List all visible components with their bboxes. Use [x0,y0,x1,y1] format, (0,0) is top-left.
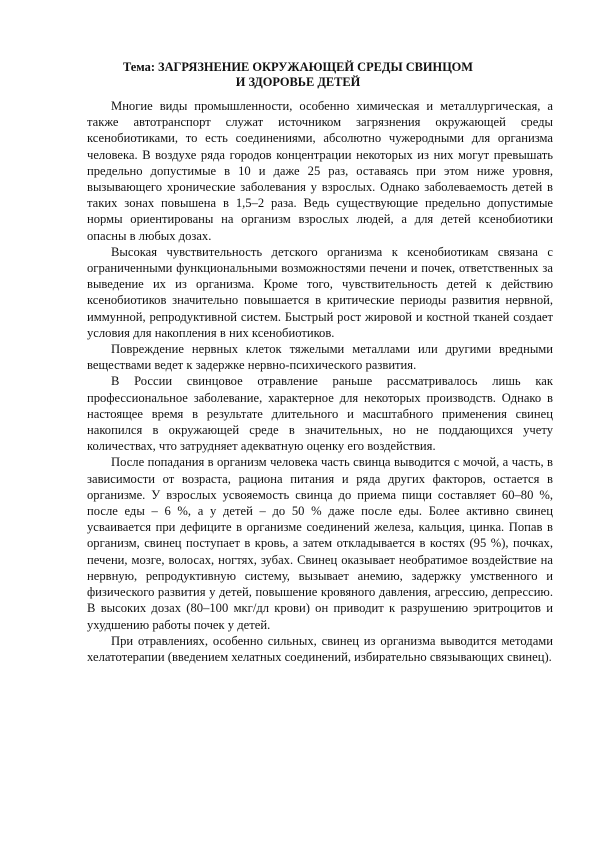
paragraph-3: Повреждение нервных клеток тяжелыми металлами или другими вредными веществами ведет к задержке нервно-психического развития. [87,342,553,373]
title-line-2: И ЗДОРОВЬЕ ДЕТЕЙ [235,75,361,89]
paragraph-1: Многие виды промышленности, особенно химическая и металлургическая, а также автотранспорт служат источником загрязнения окружающей среды ксенобиотиками, то есть соединениями, абсолютно чужеродными для организма человека. В воздухе ряда городов концентрации некоторых из них могут превышать предельно допустимые в 10 и даже 25 раз, оставаясь при этом ниже уровня, вызывающего хронические заболевания у взрослых. Однако заболеваемость детей в таких зонах повышена в 1,5–2 раза. Ведь существующие предельно допустимые нормы ориентированы на организм взрослых людей, а для детей ксенобиотики опасны в любых дозах. [87,99,553,243]
title-line-1: Тема: ЗАГРЯЗНЕНИЕ ОКРУЖАЮЩЕЙ СРЕДЫ СВИНЦОМ [122,60,474,74]
paragraph-6: При отравлениях, особенно сильных, свинец из организма выводится методами хелатотерапии (введением хелатных соединений, избирательно связывающих свинец). [87,633,553,664]
page-title [80,60,516,90]
document-body [87,98,553,665]
paragraph-4: В России свинцовое отравление раньше рассматривалось лишь как профессиональное заболевание, характерное для некоторых производств. Однако в настоящее время в результате длительного и масштабного применения свинец накопился в окружающей среде в значительных, но не поддающихся учету количествах, что затрудняет адекватную оценку его воздействия. [87,374,553,454]
paragraph-5: После попадания в организм человека часть свинца выводится с мочой, а часть, в зависимости от возраста, рациона питания и ряда других факторов, остается в организме. У взрослых усвояемость свинца до приема пищи составляет 60–80 %, после еды – 6 %, а у детей – до 50 % даже после еды. Более активно свинец усваивается при дефиците в организме соединений железа, кальция, цинка. Попав в организм, свинец поступает в кровь, а затем откладывается в костях (95 %), почках, печени, мозге, волосах, ногтях, зубах. Свинец оказывает необратимое воздействие на нервную, репродуктивную систему, вызывает анемию, задержку умственного и физического развития у детей, повышение кровяного давления, агрессию, депрессию. В высоких дозах (80–100 мкг/дл крови) он приводит к разрушению эритроцитов и ухудшению работы почек у детей. [87,455,553,632]
paragraph-2: Высокая чувствительность детского организма к ксенобиотикам связана с ограниченными функциональными возможностями печени и почек, ответственных за выведение их из организма. Кроме того, чувствительность детей к действию ксенобиотиков значительно повышается в критические периоды развития нервной, иммунной, репродуктивной систем. Быстрый рост жировой и костной тканей создает условия для накопления в них ксенобиотиков. [87,244,553,340]
